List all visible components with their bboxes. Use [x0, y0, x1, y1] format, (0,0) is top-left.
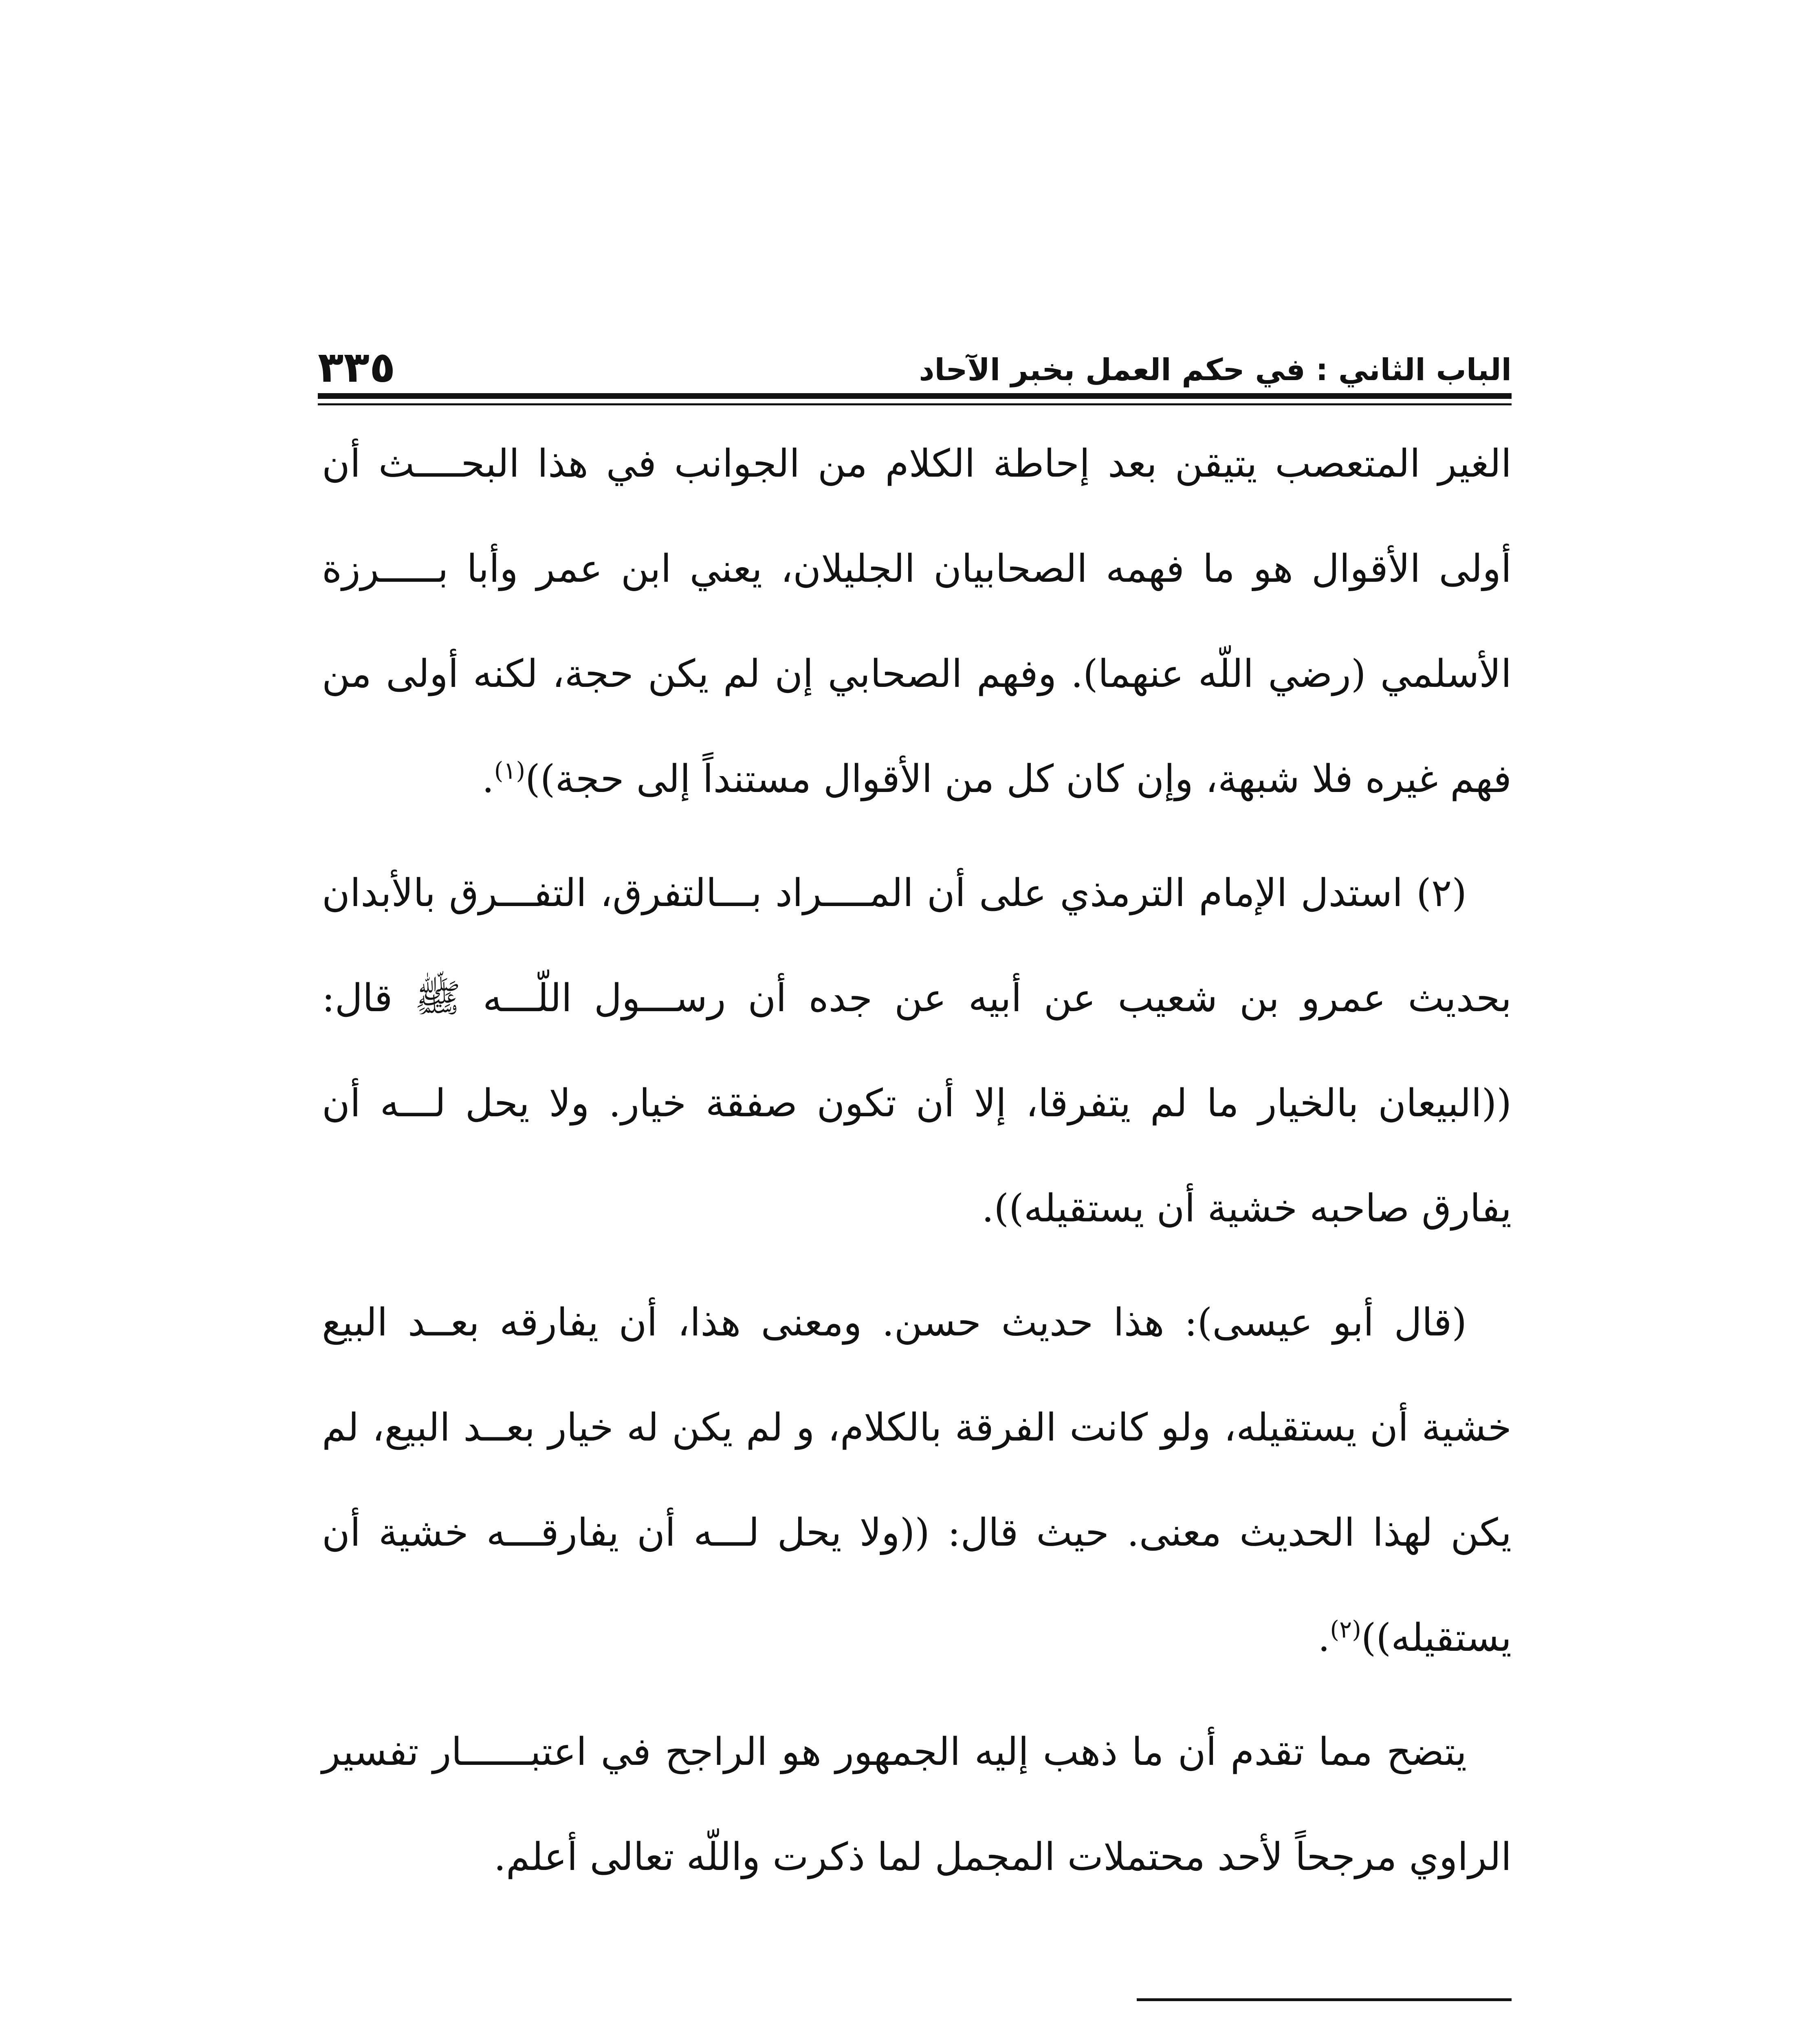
paragraph-3-text: (قال أبو عيسى): هذا حديث حسن. ومعنى هذا، أن يفارقه بعــد البيع خشية أن يستقيله، ولو كانت الفرقة بالكلام، و لم يكن له خيار بعــد البيع، لم يكن لهذا الحديث معنى. حيث قال: ((ولا يحل لـــه أن يفارقـــه خشية أن يستقيله)) [322, 1300, 1512, 1660]
paragraph-3-end: . [1318, 1616, 1330, 1660]
body-text [322, 411, 1512, 1910]
footnote-ref-2: (٢) [1330, 1615, 1361, 1643]
paragraph-3 [322, 1270, 1512, 1691]
header-rule-thin [318, 403, 1512, 405]
header-rule-thick [318, 393, 1512, 399]
paragraph-4: يتضح مما تقدم أن ما ذهب إليه الجمهور هو الراجح في اعتبــــــار تفسير الراوي مرجحاً لأحد محتملات المجمل لما ذكرت واللّه تعالى أعلم. [322, 1730, 1512, 1879]
running-title: الباب الثاني : في حكم العمل بخبر الآحاد [919, 352, 1512, 387]
paragraph-1 [322, 411, 1512, 832]
page-header [318, 320, 1512, 397]
paragraph-1-end: . [482, 757, 494, 801]
paragraph-1-text: الغير المتعصب يتيقن بعد إحاطة الكلام من الجوانب في هذا البحــــث أن أولى الأقوال هو ما فهمه الصحابيان الجليلان، يعني ابن عمر وأبا بـــــرزة الأسلمي (رضي اللّه عنهما). وفهم الصحابي إن لم يكن حجة، لكنه أولى من فهم غيره فلا شبهة، وإن كان كل من الأقوال مستنداً إلى حجة)) [322, 442, 1512, 801]
paragraph-2: (٢) استدل الإمام الترمذي على أن المــــراد بـــالتفرق، التفـــرق بالأبدان بحديث عمرو بن شعيب عن أبيه عن جده أن رســـول اللّـــه ﷺ قال: ((البيعان بالخيار ما لم يتفرقا، إلا أن تكون صفقة خيار. ولا يحل لـــه أن يفارق صاحبه خشية أن يستقيله)). [322, 871, 1512, 1231]
footnote-ref-1: (١) [494, 757, 526, 785]
page-number: ٣٣٥ [318, 342, 396, 392]
footnote-separator [1137, 1998, 1512, 2001]
